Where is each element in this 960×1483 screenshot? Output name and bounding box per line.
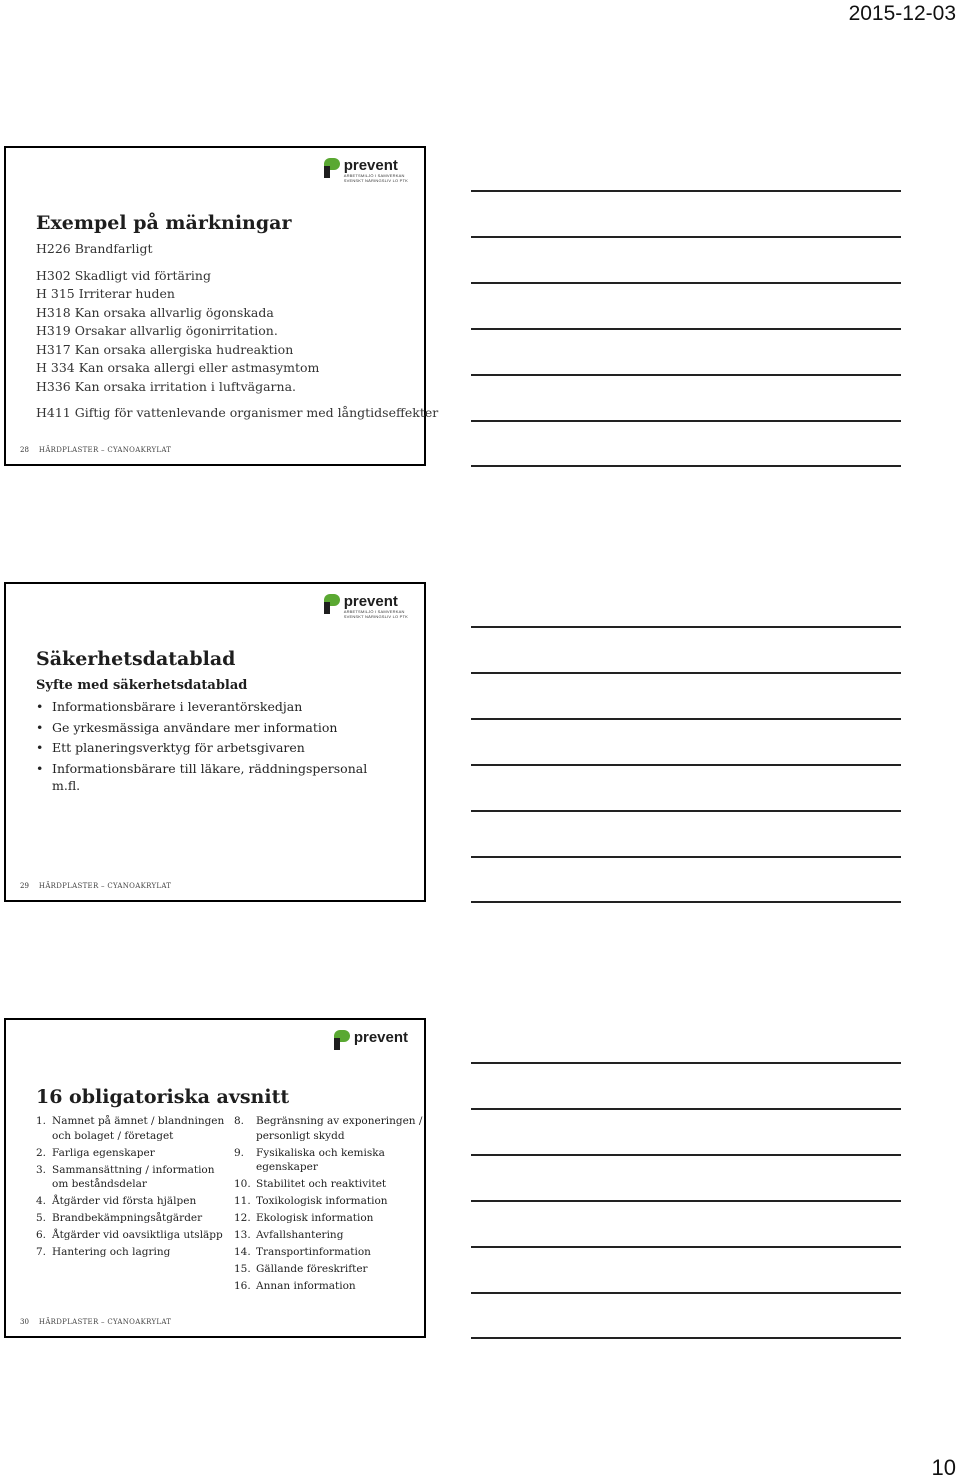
- section-item: [234, 1177, 424, 1192]
- section-number: 5.: [36, 1212, 47, 1224]
- hazard-line: H 315 Irriterar huden: [36, 286, 175, 301]
- section-text: Ekologisk information: [256, 1212, 374, 1224]
- bullet-item: • Informationsbärare i leverantörskedjan: [36, 698, 396, 715]
- bullet-item: • Ett planeringsverktyg för arbetsgivaren: [36, 739, 396, 756]
- hazard-statement-list: [36, 240, 438, 423]
- bullet-item: • Informationsbärare till läkare, räddningspersonal m.fl.: [36, 760, 396, 794]
- section-text: Avfallshantering: [256, 1229, 344, 1241]
- section-item: [36, 1146, 226, 1161]
- section-item: [36, 1194, 226, 1209]
- footer-title: HÄRDPLASTER – CYANOAKRYLAT: [38, 1318, 172, 1326]
- section-item: [234, 1146, 424, 1175]
- slide-number: 29: [20, 882, 29, 890]
- slide-footer: [20, 882, 171, 890]
- slide-subheading: Syfte med säkerhetsdatablad: [36, 678, 248, 693]
- note-line: [471, 465, 901, 467]
- note-line: [471, 718, 901, 720]
- section-item: [36, 1163, 226, 1192]
- slide-30: [4, 1018, 426, 1338]
- section-text: Stabilitet och reaktivitet: [256, 1178, 387, 1190]
- prevent-logo: [334, 1030, 408, 1050]
- section-text: Farliga egenskaper: [52, 1146, 155, 1159]
- footer-title: HÄRDPLASTER – CYANOAKRYLAT: [38, 446, 172, 454]
- slide-number: 28: [20, 446, 29, 454]
- hazard-line: H336 Kan orsaka irritation i luftvägarna.: [36, 378, 296, 394]
- prevent-logo-icon: [324, 594, 340, 614]
- logo-word: prevent: [353, 1029, 408, 1046]
- note-line: [471, 764, 901, 766]
- section-item: [36, 1211, 226, 1226]
- section-number: 9.: [234, 1146, 245, 1159]
- note-line: [471, 901, 901, 903]
- note-line: [471, 374, 901, 376]
- note-line: [471, 1062, 901, 1064]
- sections-list-right: [234, 1114, 424, 1296]
- note-line: [471, 626, 901, 628]
- section-text: Transportinformation: [256, 1246, 371, 1258]
- section-text: Toxikologisk information: [256, 1195, 388, 1207]
- section-item: [36, 1245, 226, 1260]
- section-number: 7.: [36, 1246, 47, 1258]
- slide-footer: [20, 446, 171, 454]
- prevent-logo-icon: [334, 1030, 350, 1050]
- section-item: [234, 1228, 424, 1243]
- note-line: [471, 672, 901, 674]
- section-item: [36, 1114, 226, 1143]
- hazard-line: H318 Kan orsaka allvarlig ögonskada: [36, 304, 274, 320]
- page-date: 2015-12-03: [848, 2, 956, 25]
- logo-word: prevent: [343, 593, 398, 610]
- note-line: [471, 282, 901, 284]
- bullet-item: • Ge yrkesmässiga användare mer information: [36, 719, 396, 736]
- note-line: [471, 1246, 901, 1248]
- page-number: 10: [931, 1455, 956, 1480]
- footer-title: HÄRDPLASTER – CYANOAKRYLAT: [38, 882, 172, 890]
- section-text: Sammansättning / information om beståndsdelar: [52, 1163, 215, 1190]
- section-text: Annan information: [256, 1280, 356, 1292]
- section-number: 13.: [234, 1229, 251, 1241]
- section-text: Fysikaliska och kemiska egenskaper: [256, 1146, 385, 1173]
- slide-title: Säkerhetsdatablad: [36, 648, 236, 670]
- bullet-list: [36, 698, 396, 797]
- slide-number: 30: [20, 1318, 29, 1326]
- note-line: [471, 190, 901, 192]
- prevent-logo-icon: [324, 158, 340, 178]
- section-item: [234, 1114, 424, 1143]
- note-line: [471, 1154, 901, 1156]
- logo-word: prevent: [343, 157, 398, 174]
- note-line: [471, 1337, 901, 1339]
- hazard-line: H317 Kan orsaka allergiska hudreaktion: [36, 341, 294, 357]
- section-text: Åtgärder vid oavsiktliga utsläpp: [52, 1229, 223, 1241]
- sections-list-left: [36, 1114, 226, 1262]
- section-number: 8.: [234, 1115, 245, 1127]
- hazard-line: H226 Brandfarligt: [36, 241, 153, 256]
- note-line: [471, 420, 901, 422]
- section-number: 6.: [36, 1229, 47, 1241]
- section-text: Åtgärder vid första hjälpen: [52, 1195, 197, 1207]
- section-number: 4.: [36, 1195, 47, 1207]
- section-item: [234, 1279, 424, 1294]
- slide-29: [4, 582, 426, 902]
- note-line: [471, 1292, 901, 1294]
- section-text: Hantering och lagring: [52, 1246, 171, 1258]
- section-text: Begränsning av exponeringen / personligt skydd: [256, 1115, 423, 1142]
- section-item: [36, 1228, 226, 1243]
- logo-subline: ARBETSMILJÖ I SAMVERKAN SVENSKT NÄRINGSLIV LO PTK: [343, 609, 408, 619]
- prevent-logo: [324, 158, 408, 183]
- section-item: [234, 1245, 424, 1260]
- section-text: Namnet på ämnet / blandningen och bolaget / företaget: [52, 1115, 225, 1142]
- note-line: [471, 236, 901, 238]
- section-item: [234, 1211, 424, 1226]
- slide-title: 16 obligatoriska avsnitt: [36, 1086, 290, 1108]
- section-number: 3.: [36, 1163, 47, 1176]
- section-number: 12.: [234, 1212, 251, 1224]
- slide-footer: [20, 1318, 171, 1326]
- section-text: Gällande föreskrifter: [256, 1263, 368, 1275]
- hazard-line: H302 Skadligt vid förtäring: [36, 267, 211, 283]
- section-number: 1.: [36, 1115, 47, 1127]
- section-item: [234, 1194, 424, 1209]
- section-text: Brandbekämpningsåtgärder: [52, 1212, 203, 1224]
- hazard-line: H 334 Kan orsaka allergi eller astmasymtom: [36, 360, 320, 375]
- section-number: 16.: [234, 1280, 251, 1292]
- slide-28: [4, 146, 439, 466]
- prevent-logo: [324, 594, 408, 619]
- section-number: 10.: [234, 1178, 251, 1190]
- hazard-line: H411 Giftig för vattenlevande organismer med långtidseffekter: [36, 405, 439, 420]
- note-line: [471, 1108, 901, 1110]
- slide-title: Exempel på märkningar: [36, 212, 292, 234]
- section-number: 15.: [234, 1263, 251, 1275]
- section-number: 11.: [234, 1195, 251, 1207]
- logo-subline: ARBETSMILJÖ I SAMVERKAN SVENSKT NÄRINGSLIV LO PTK: [343, 173, 408, 183]
- section-number: 2.: [36, 1146, 47, 1159]
- section-number: 14.: [234, 1246, 251, 1258]
- note-line: [471, 856, 901, 858]
- note-line: [471, 1200, 901, 1202]
- note-line: [471, 810, 901, 812]
- section-item: [234, 1262, 424, 1277]
- note-line: [471, 328, 901, 330]
- hazard-line: H319 Orsakar allvarlig ögonirritation.: [36, 323, 278, 338]
